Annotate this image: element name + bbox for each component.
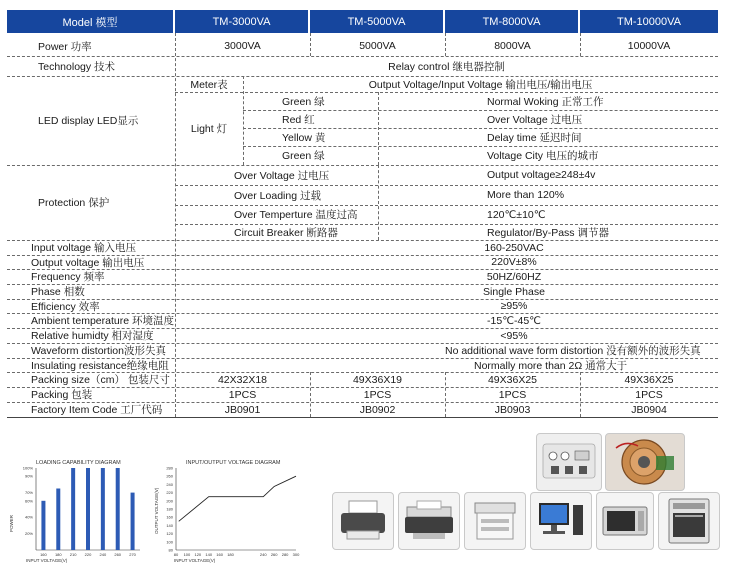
packing-size-10000: 49X36X25	[624, 373, 674, 386]
line-ytick-120: 120	[166, 531, 173, 537]
power-value-3000: 3000VA	[224, 40, 261, 52]
header-model-label: Model 模型	[7, 10, 173, 33]
technology-label: Technology 技术	[38, 61, 116, 73]
protection-circuit-breaker: Circuit Breaker 断路器	[234, 226, 338, 239]
header-model-3000: TM-3000VA	[175, 10, 308, 33]
bar-210	[71, 468, 75, 550]
spec-value-ambient-temperature: -15℃-45℃	[487, 314, 541, 327]
bar-xtick-160: 160	[40, 552, 47, 557]
bar-chart-title: LOADING CAPABILITY DIAGRAM	[36, 460, 121, 466]
power-value-8000: 8000VA	[494, 40, 531, 52]
bar-ytick-70: 70%	[24, 490, 33, 496]
bar-ytick-60: 60%	[24, 498, 33, 504]
light-color-yellow: Yellow 黄	[282, 131, 326, 144]
line-ytick-140: 140	[166, 522, 173, 528]
spec-value-output-voltage: 220V±8%	[491, 256, 537, 268]
desktop-computer-image	[530, 492, 592, 550]
bar-ytick-40: 40%	[24, 514, 33, 520]
line-xtick-300: 300	[292, 552, 300, 557]
led-display-label: LED display LED显示	[38, 114, 139, 127]
packing-5000: 1PCS	[363, 388, 392, 401]
spec-label-waveform-distortion: Waveform distortion波形失真	[31, 345, 166, 357]
spec-label-frequency: Frequency 频率	[31, 271, 105, 283]
spec-label-efficiency: Efficiency 效率	[31, 300, 100, 313]
bar-ytick-20: 20%	[24, 531, 33, 537]
bar-260	[116, 468, 120, 550]
line-xtick-260: 260	[270, 552, 278, 557]
input-output-voltage-chart	[150, 452, 302, 564]
header-model-5000: TM-5000VA	[310, 10, 443, 33]
line-ytick-160: 160	[166, 514, 173, 520]
packing-label: Packing 包装	[31, 389, 93, 401]
packing-size-label: Packing size（cm） 包装尺寸	[31, 374, 170, 386]
light-meaning-over-voltage: Over Voltage 过电压	[487, 113, 583, 126]
line-xtick-100: 100	[183, 552, 191, 557]
bar-ytick-90: 90%	[24, 473, 33, 479]
line-ytick-180: 180	[166, 506, 173, 512]
line-xtick-120: 120	[194, 552, 202, 557]
bar-xtick-240: 240	[99, 552, 107, 557]
bar-ytick-100: 100%	[22, 465, 33, 471]
packing-3000: 1PCS	[228, 388, 257, 401]
bar-xtick-180: 180	[54, 552, 62, 557]
protection-over-temperature: Over Temperture 温度过高	[234, 209, 358, 221]
spec-value-insulating-resistance: Normally more than 2Ω 通常大于	[474, 359, 628, 372]
line-series-output-voltage	[179, 476, 296, 521]
light-meaning-voltage-city: Voltage City 电压的城市	[487, 150, 599, 162]
factory-code-10000: JB0904	[631, 403, 667, 416]
line-xtick-180: 180	[227, 552, 234, 557]
line-xtick-280: 280	[281, 552, 289, 557]
bar-240	[101, 468, 105, 550]
spec-label-relative-humidity: Relative humidty 相对湿度	[31, 330, 154, 342]
bar-220	[86, 468, 90, 550]
meter-value: Output Voltage/Input Voltage 输出电压/输出电压	[368, 78, 593, 91]
line-chart-xlabel: INPUT VOLTAGE(V)	[174, 558, 216, 563]
stabilizer-panel-image	[536, 433, 602, 491]
spec-value-frequency: 50HZ/60HZ	[486, 270, 542, 283]
line-xtick-240: 240	[259, 552, 267, 557]
spec-label-output-voltage: Output voltage 输出电压	[31, 256, 145, 269]
spec-value-input-voltage: 160-250VAC	[484, 241, 544, 254]
power-value-5000: 5000VA	[359, 40, 396, 52]
packing-size-3000: 42X32X18	[217, 373, 268, 386]
spec-label-insulating-resistance: Insulating resistance绝缘电阻	[31, 359, 169, 372]
spec-label-ambient-temperature: Ambient temperature 环境温度	[31, 315, 174, 327]
bar-chart-xlabel: INPUT VOLTAGE(V)	[26, 558, 68, 563]
factory-code-8000: JB0903	[494, 403, 531, 416]
protection-over-voltage: Over Voltage 过电压	[234, 169, 330, 182]
protection-over-loading: Over Loading 过载	[234, 189, 321, 202]
packing-8000: 1PCS	[498, 388, 527, 401]
bar-xtick-210: 210	[69, 552, 77, 557]
factory-code-label: Factory Item Code 工厂代码	[31, 404, 163, 416]
line-xtick-140: 140	[205, 552, 213, 557]
light-label: Light 灯	[190, 123, 228, 135]
line-ytick-280: 280	[166, 465, 173, 471]
line-xtick-160: 160	[216, 552, 223, 557]
scanner-image	[398, 492, 460, 550]
header-model-10000: TM-10000VA	[580, 10, 718, 33]
line-xtick-80: 80	[173, 552, 179, 557]
light-color-green: Green 绿	[282, 95, 325, 108]
bar-xtick-220: 220	[84, 552, 92, 557]
protection-label: Protection 保护	[38, 196, 110, 209]
factory-code-5000: JB0902	[359, 403, 396, 416]
bar-xtick-260: 260	[114, 552, 122, 557]
line-ytick-100: 100	[166, 539, 173, 545]
light-meaning-delay: Delay time 延迟时间	[487, 131, 582, 144]
bar-chart-ylabel: POWER	[9, 514, 14, 532]
line-chart-title: INPUT/OUTPUT VOLTAGE DIAGRAM	[186, 460, 281, 466]
bar-180	[56, 489, 60, 551]
power-value-10000: 10000VA	[627, 40, 671, 52]
bar-270	[131, 493, 135, 550]
spec-value-relative-humidity: <95%	[500, 329, 528, 342]
spec-label-input-voltage: Input voltage 输入电压	[31, 242, 137, 254]
light-color-red: Red 红	[282, 113, 315, 126]
loading-capability-chart	[8, 452, 144, 564]
spec-value-efficiency: ≥95%	[500, 300, 528, 312]
technology-value: Relay control 继电器控制	[388, 61, 505, 73]
packing-10000: 1PCS	[635, 388, 663, 401]
protection-over-loading-value: More than 120%	[487, 189, 565, 201]
spec-label-phase: Phase 相数	[31, 286, 85, 298]
line-ytick-240: 240	[166, 481, 173, 487]
line-ytick-220: 220	[166, 490, 173, 496]
line-ytick-260: 260	[166, 473, 173, 479]
oven-image	[658, 492, 720, 550]
protection-over-temperature-value: 120℃±10℃	[487, 208, 546, 221]
header-model-8000: TM-8000VA	[445, 10, 578, 33]
protection-over-voltage-value: Output voltage≥248±4v	[487, 169, 596, 181]
packing-size-5000: 49X36X19	[352, 373, 403, 386]
light-meaning-normal: Normal Woking 正常工作	[487, 95, 604, 108]
line-ytick-80: 80	[168, 547, 173, 553]
line-chart-ylabel: OUTPUT VOLTAGE(V)	[154, 487, 159, 534]
factory-code-3000: JB0901	[224, 403, 261, 416]
transformer-internal-image	[605, 433, 685, 491]
line-ytick-200: 200	[166, 498, 173, 504]
power-label: Power 功率	[38, 40, 92, 53]
protection-circuit-breaker-value: Regulator/By-Pass 调节器	[487, 226, 609, 239]
light-color-green-2: Green 绿	[282, 150, 325, 162]
bar-160	[41, 501, 45, 550]
packing-size-8000: 49X36X25	[487, 373, 538, 386]
bar-xtick-270: 270	[129, 552, 136, 557]
meter-label: Meter表	[190, 78, 228, 91]
spec-value-phase: Single Phase	[483, 285, 545, 298]
printer-image	[332, 492, 394, 550]
copier-image	[464, 492, 526, 550]
spec-value-waveform-distortion: No additional wave form distortion 没有额外的波形失真	[445, 345, 701, 357]
microwave-image	[596, 492, 654, 550]
